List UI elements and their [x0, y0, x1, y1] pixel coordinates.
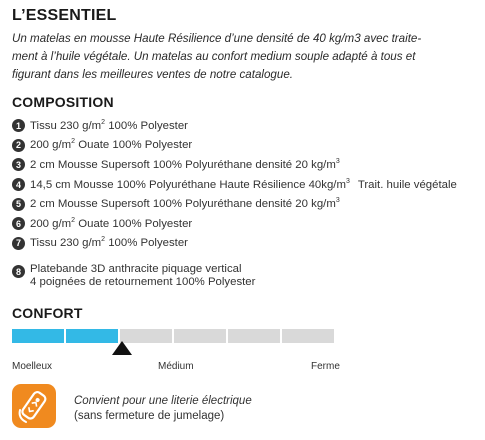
number-badge: 1 — [12, 119, 25, 132]
item-text: Tissu 230 $g/m^2$ 100% Polyester — [30, 119, 188, 132]
platebande-row — [12, 263, 255, 289]
confort-title: CONFORT — [12, 305, 83, 321]
electric-compatibility — [74, 394, 252, 424]
comfort-segment — [66, 329, 118, 343]
comfort-segment — [282, 329, 334, 343]
composition-item — [12, 116, 457, 136]
description-line: figurant dans les meilleures ventes de notre catalogue. — [12, 68, 293, 81]
item-text: 2 cm Mousse Supersoft 100% Polyuréthane densité 20 $kg/m^3$ — [30, 158, 340, 171]
comfort-marker-icon — [112, 341, 132, 355]
number-badge: 3 — [12, 158, 25, 171]
scale-label-soft: Moelleux — [12, 361, 53, 372]
composition-item — [12, 155, 457, 175]
description-line: Un matelas en mousse Haute Résilience d’une densité de 40 kg/m3 avec traite- — [12, 32, 422, 45]
essentiel-title: L’ESSENTIEL — [12, 7, 117, 24]
remote-control-icon — [12, 384, 56, 428]
platebande-line: 4 poignées de retournement 100% Polyester — [30, 276, 256, 288]
composition-item — [12, 175, 457, 195]
electric-line: Convient pour une literie électrique — [74, 395, 252, 407]
item-text: 2 cm Mousse Supersoft 100% Polyuréthane densité 20 $kg/m^3$ — [30, 197, 340, 211]
scale-label-firm: Ferme — [311, 361, 340, 372]
number-badge: 5 — [12, 198, 25, 211]
composition-list — [12, 116, 457, 253]
number-badge: 7 — [12, 237, 25, 250]
item-text: 200 $g/m^2$ Ouate 100% Polyester — [30, 138, 193, 152]
electric-note: (sans fermeture de jumelage) — [74, 410, 225, 422]
electric-bed-badge — [12, 384, 56, 428]
comfort-segment — [12, 329, 64, 343]
comfort-segment — [174, 329, 226, 343]
description-line: ment à l’huile végétale. Un matelas au confort medium souple adapté à tous et — [12, 50, 416, 63]
number-badge: 2 — [12, 139, 25, 152]
number-badge: 8 — [12, 265, 25, 278]
scale-label-medium: Médium — [158, 361, 194, 372]
item-text: Tissu 230 $g/m^2$ 100% Polyester — [30, 236, 188, 250]
number-badge: 6 — [12, 217, 25, 230]
comfort-segment — [228, 329, 280, 343]
composition-title: COMPOSITION — [12, 94, 114, 110]
composition-item — [12, 194, 457, 214]
item-text: 14,5 cm Mousse 100% Polyuréthane Haute Résilience $40kg/m^3$ Trait. huile végétale — [30, 177, 457, 191]
essentiel-description — [12, 30, 442, 84]
composition-item — [12, 234, 457, 254]
composition-item — [12, 136, 457, 156]
platebande-text — [30, 263, 255, 289]
platebande-item — [12, 263, 255, 289]
comfort-scale-bar — [12, 329, 336, 343]
platebande-line: Platebande 3D anthracite piquage vertical — [30, 263, 242, 275]
item-text: 200 $g/m^2$ Ouate 100% Polyester — [30, 216, 193, 230]
composition-item — [12, 214, 457, 234]
number-badge: 4 — [12, 178, 25, 191]
